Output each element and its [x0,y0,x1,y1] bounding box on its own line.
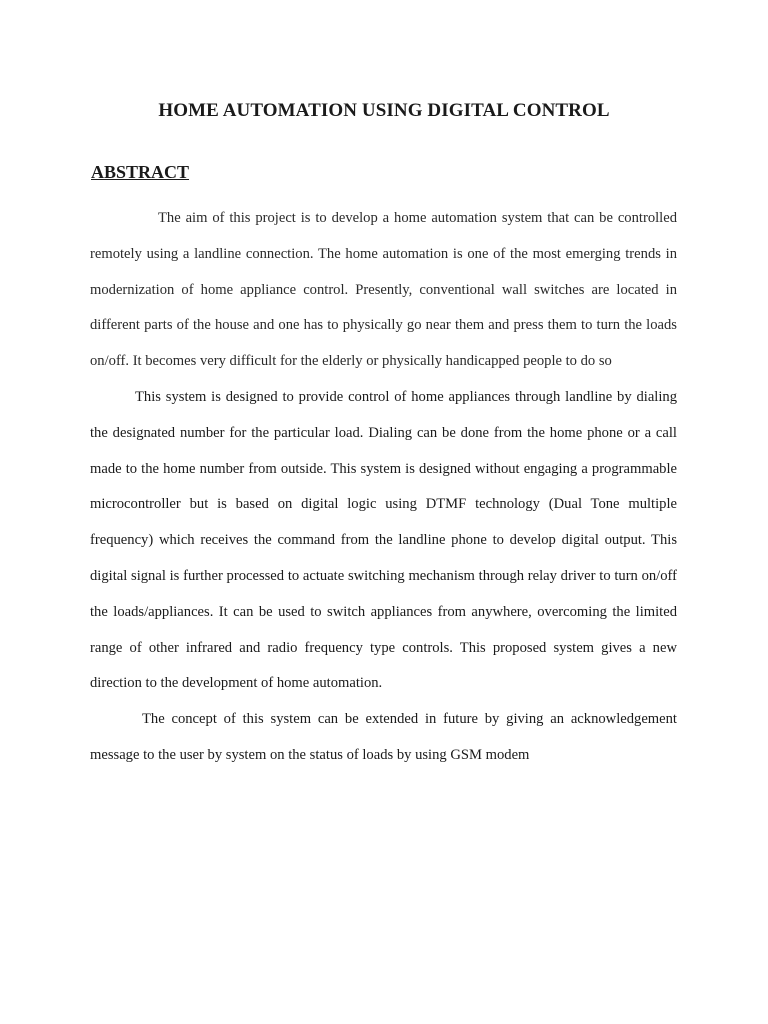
section-heading-abstract: ABSTRACT [91,162,190,182]
abstract-paragraph-1: The aim of this project is to develop a home automation system that can be controlled remotely using a landline connection. The home automation is one of the most emerging trends in modernization of home appliance control. Presently, conventional wall switches are located in different parts of the house and one has to physically go near them and press them to turn the loads on/off. It becomes very difficult for the elderly or physically handicapped people to do so [90,210,677,370]
document-title: HOME AUTOMATION USING DIGITAL CONTROL [158,100,610,121]
abstract-paragraph-2: This system is designed to provide control of home appliances through landline by dialing the designated number for the particular load. Dialing can be done from the home phone or a call made to the home number from outside. This system is designed without engaging a programmable microcontroller but is based on digital logic using DTMF technology (Dual Tone multiple frequency) which receives the command from the landline phone to develop digital output. This digital signal is further processed to actuate switching mechanism through relay driver to turn on/off the loads/appliances. It can be used to switch appliances from anywhere, overcoming the limited range of other infrared and radio frequency type controls. This proposed system gives a new direction to the development of home automation. [90,389,677,692]
abstract-paragraph-3: The concept of this system can be extended in future by giving an acknowledgement message to the user by system on the status of loads by using GSM modem [90,711,677,763]
